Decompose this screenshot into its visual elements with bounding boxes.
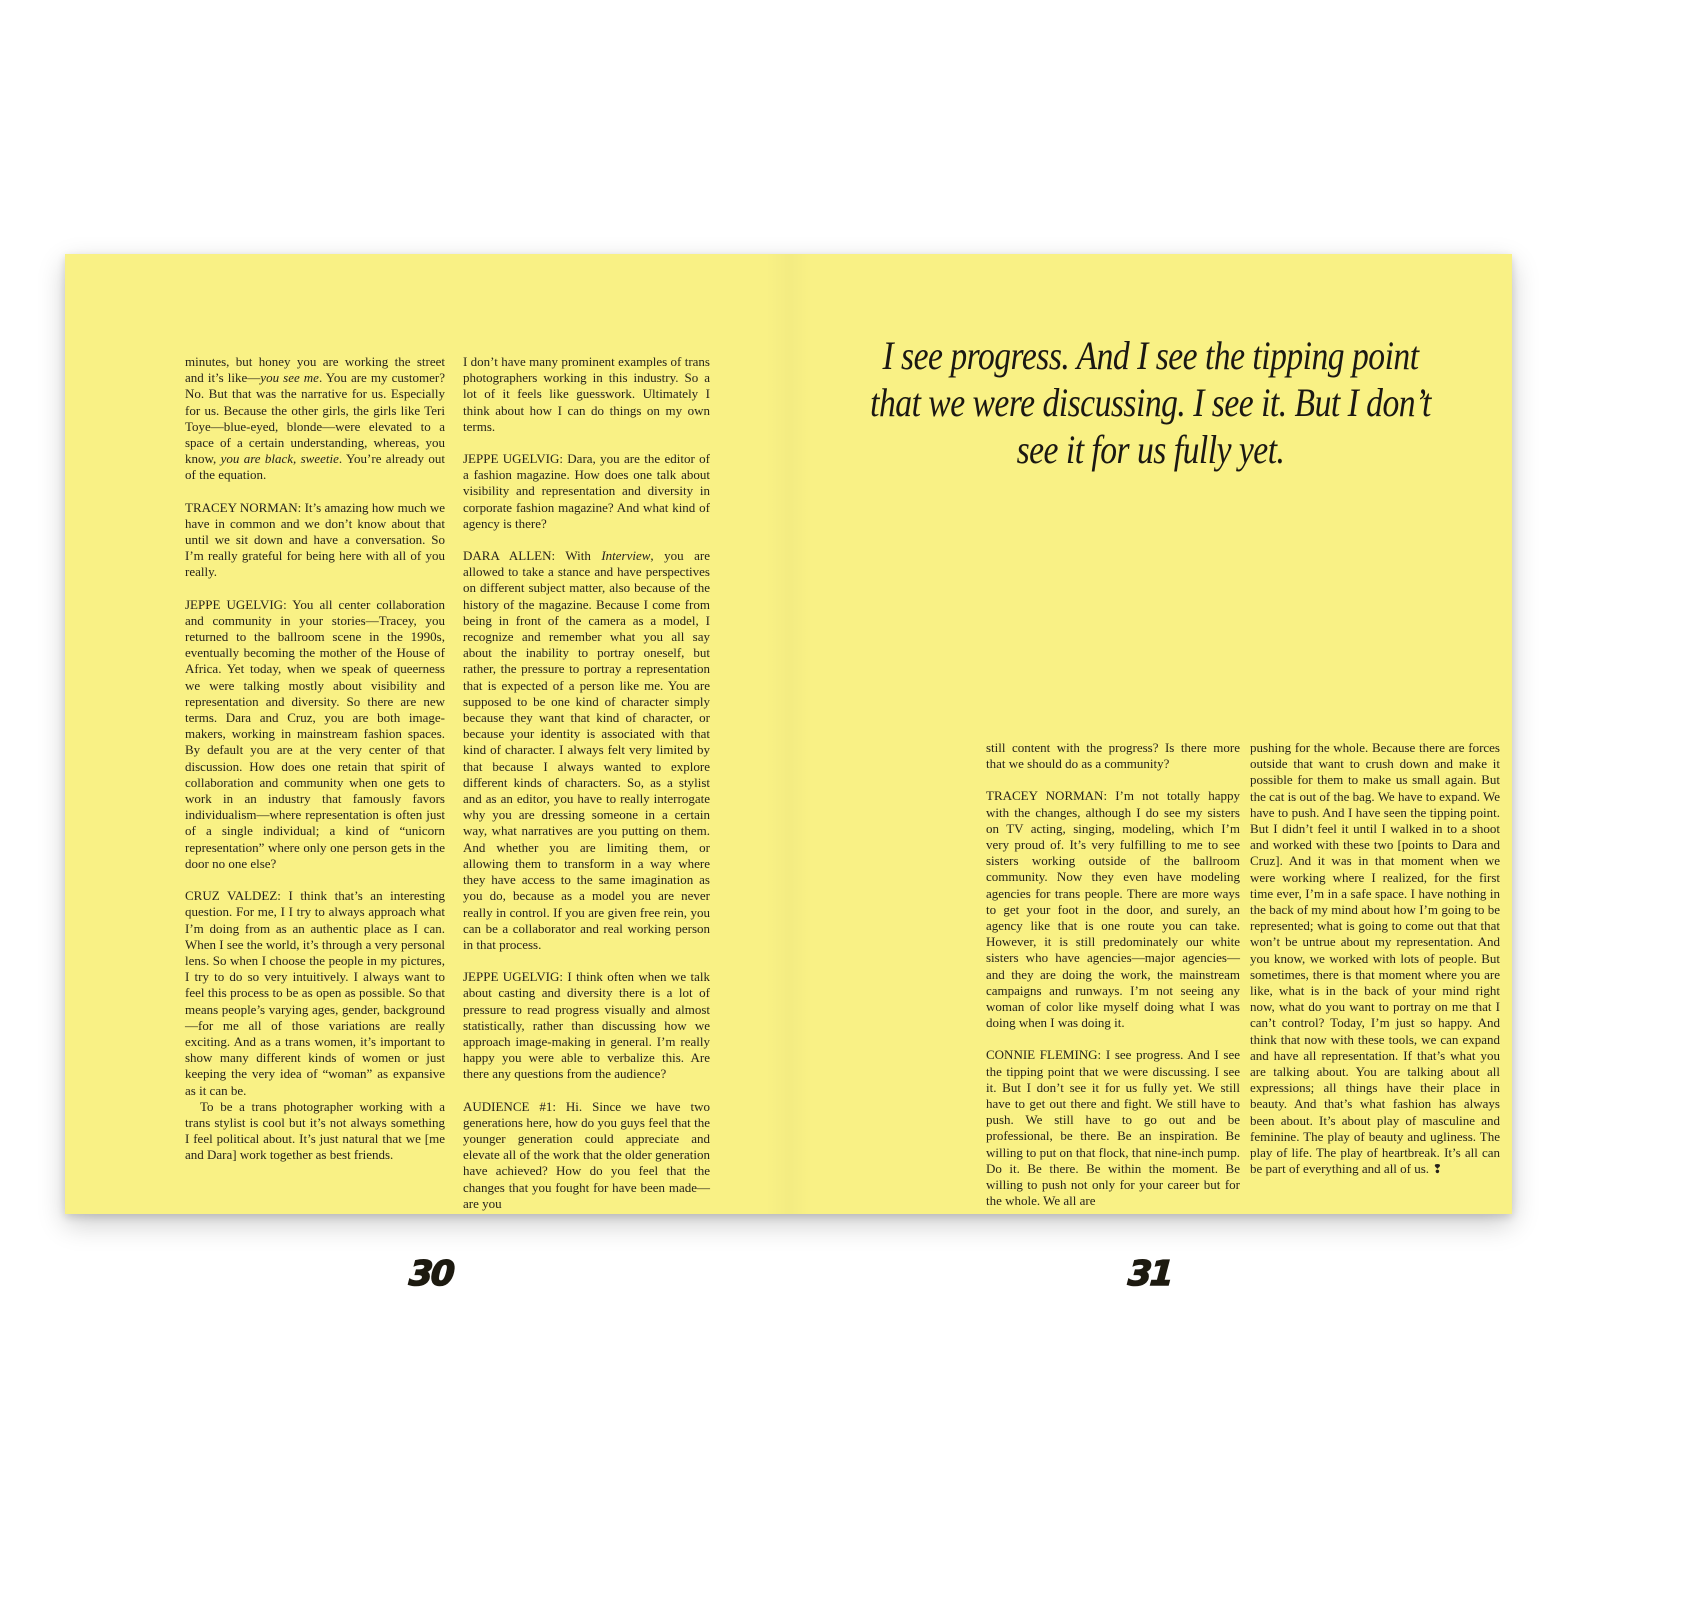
text-column-2 (463, 354, 710, 1212)
text-column-3 (986, 740, 1240, 1209)
text-column-4 (1250, 740, 1500, 1177)
text-column-1 (185, 354, 445, 1164)
text-run: . You are my customer? No. But that was the narrative for us. Especially for us. Because the other girls, the girls like Teri Toye—blue-eyed, blonde—were elevated to a space of a certain understanding, whereas, you know, (185, 370, 445, 467)
page-number-left: 30 (407, 1254, 455, 1294)
text-run: I don’t have many prominent examples of trans photographers working in this industry. So a lot of it feels like guesswork. Ultimately I think about how I can do things on my own terms. (463, 354, 710, 434)
paragraph (463, 548, 710, 953)
paragraph (1250, 740, 1500, 1177)
paragraph (986, 788, 1240, 1031)
pull-quote-line: that we were discussing. I see it. But I don’t (870, 380, 1431, 425)
text-run: CONNIE FLEMING: I see progress. And I see the tipping point that we were discussing. I see it. But I don’t see it for us fully yet. We still have to get out there and fight. We still have to push. We still have to go out and be professional, be there. Be an inspiration. Be willing to put on that flock, that nine-inch pump. Do it. Be there. Be within the moment. Be willing to push not only for your career but for the whole. We all are (986, 1047, 1240, 1209)
pull-quote-line: see it for us fully yet. (1016, 427, 1285, 472)
page-number-right: 31 (1126, 1254, 1174, 1294)
paragraph (986, 1047, 1240, 1209)
text-run: JEPPE UGELVIG: You all center collaboration and community in your stories—Tracey, you returned to the ballroom scene in the 1990s, eventually becoming the mother of the House of Africa. Yet today, when we speak of queerness we were talking mostly about visibility and representation and diversity. So there are new terms. Dara and Cruz, you are both image-makers, working in mainstream fashion spaces. By default you are at the very center of that discussion. How does one retain that spirit of collaboration and community when one gets to work in an industry that famously favors individualism—where representation is often just of a single individual; a kind of “unicorn representation” where only one person gets in the door no one else? (185, 596, 445, 871)
text-run: you see me (260, 370, 319, 386)
text-run: Interview (601, 548, 651, 564)
text-run: CRUZ VALDEZ: I think that’s an interesting question. For me, I I try to always approach what I’m doing from as an authentic place as I can. When I see the world, it’s through a very personal lens. So when I choose the people in my pictures, I try to do so very intuitively. I always want to feel this process to be as open as possible. So that means people’s varying ages, gender, background—for me all of those variations are really exciting. And as a trans women, it’s important to show many different kinds of women or just keeping the very idea of “woman” as expansive as it can be. (185, 888, 445, 1098)
text-run: To be a trans photographer working with a trans stylist is cool but it’s not always something I feel political about. It’s just natural that we [me and Dara] work together as best friends. (185, 1098, 445, 1163)
text-run: . You’re already out of the equation. (185, 451, 445, 483)
paragraph (463, 969, 710, 1082)
magazine-spread (65, 254, 1512, 1294)
paragraph (185, 354, 445, 484)
text-run: pushing for the whole. Because there are forces outside that want to crush down and make it possible for them to make us small again. But the cat is out of the bag. We have to expand. We have to push. And I have seen the tipping point. But I didn’t feel it until I walked in to a shoot and worked with these two [points to Dara and Cruz]. And it was in that moment when we were working where I realized, for the first time ever, I’m in a safe space. I have nothing in the back of my mind about how I’m going to be represented; what is going to come out that that won’t be untrue about my representation. And you know, we worked with lots of people. But sometimes, there is that moment where you are like, what is in the back of your mind right now, what do you want to portray on me that I can’t control? Today, I’m just so happy. And think that now with these tools, we can expand and have all representation. If that’s what you are talking about. You are talking about all expressions; all things have their place in beauty. And that’s what fashion has always been about. It’s about play of masculine and feminine. The play of beauty and ugliness. The play of life. The play of heartbreak. It’s all can be part of everything and all of us. (1250, 740, 1500, 1177)
paragraph (463, 1099, 710, 1212)
end-mark-ornament: ❢ (1432, 1162, 1443, 1177)
paragraph (185, 1099, 445, 1164)
paragraph (463, 354, 710, 435)
text-run: JEPPE UGELVIG: Dara, you are the editor of a fashion magazine. How does one talk about visibility and representation and diversity in corporate fashion magazine? And what kind of agency is there? (463, 451, 710, 531)
paragraph (463, 451, 710, 532)
text-run: TRACEY NORMAN: It’s amazing how much we have in common and we don’t know about that until we sit down and have a conversation. So I’m really grateful for being here with all of you really. (185, 499, 445, 580)
text-run: minutes, but honey you are working the street and it’s like— (185, 354, 445, 386)
paragraph (185, 597, 445, 872)
paragraph (185, 500, 445, 581)
text-run: AUDIENCE #1: Hi. Since we have two generations here, how do you guys feel that the younger generation could appreciate and elevate all of the work that the older generation have achieved? How do you feel that the changes that you fought for have been made—are you (463, 1098, 710, 1211)
text-run: you are black, sweetie (220, 451, 339, 467)
paragraph (185, 888, 445, 1099)
text-run: , you are allowed to take a stance and have perspectives on different subject matter, also because of the history of the magazine. Because I come from being in front of the camera as a model, I recognize and remember what you all say about the inability to portray oneself, but rather, the pressure to portray a representation that is expected of a person like me. You are supposed to be one kind of character simply because they want that kind of character, or because your identity is associated with that kind of character. I always felt very limited by that because I always wanted to explore different kinds of characters. So, as a stylist and as an editor, you have to really interrogate why you are dressing someone in a certain way, what narratives are you putting on them. And whether you are limiting them, or allowing them to transform in a way where they have access to the same imagination as you do, because as a model you are never really in control. If you are given free rein, you can be a collaborator and real working person in that process. (463, 548, 710, 952)
text-run: JEPPE UGELVIG: I think often when we talk about casting and diversity there is a lot of pressure to read progress visually and almost statistically, rather than discussing how we approach image-making in general. I’m really happy you were able to verbalize this. Are there any questions from the audience? (463, 969, 710, 1082)
text-run: TRACEY NORMAN: I’m not totally happy with the changes, although I do see my sisters on TV acting, singing, modeling, which I’m very proud of. It’s very fulfilling to me to see sisters working outside of the ballroom community. Now they even have modeling agencies for trans people. There are more ways to get your foot in the door, and surely, an agency like that is one route you can take. However, it is still predominately our white sisters who have agencies—major agencies—and they are doing the work, the mainstream campaigns and runways. I’m not seeing any woman of color like myself doing what I was doing when I was doing it. (986, 788, 1240, 1031)
pull-quote (847, 332, 1454, 473)
paragraph (986, 740, 1240, 772)
text-run: still content with the progress? Is there more that we should do as a community? (986, 740, 1240, 772)
text-run: DARA ALLEN: With (463, 548, 602, 564)
pull-quote-line: I see progress. And I see the tipping point (882, 333, 1419, 378)
